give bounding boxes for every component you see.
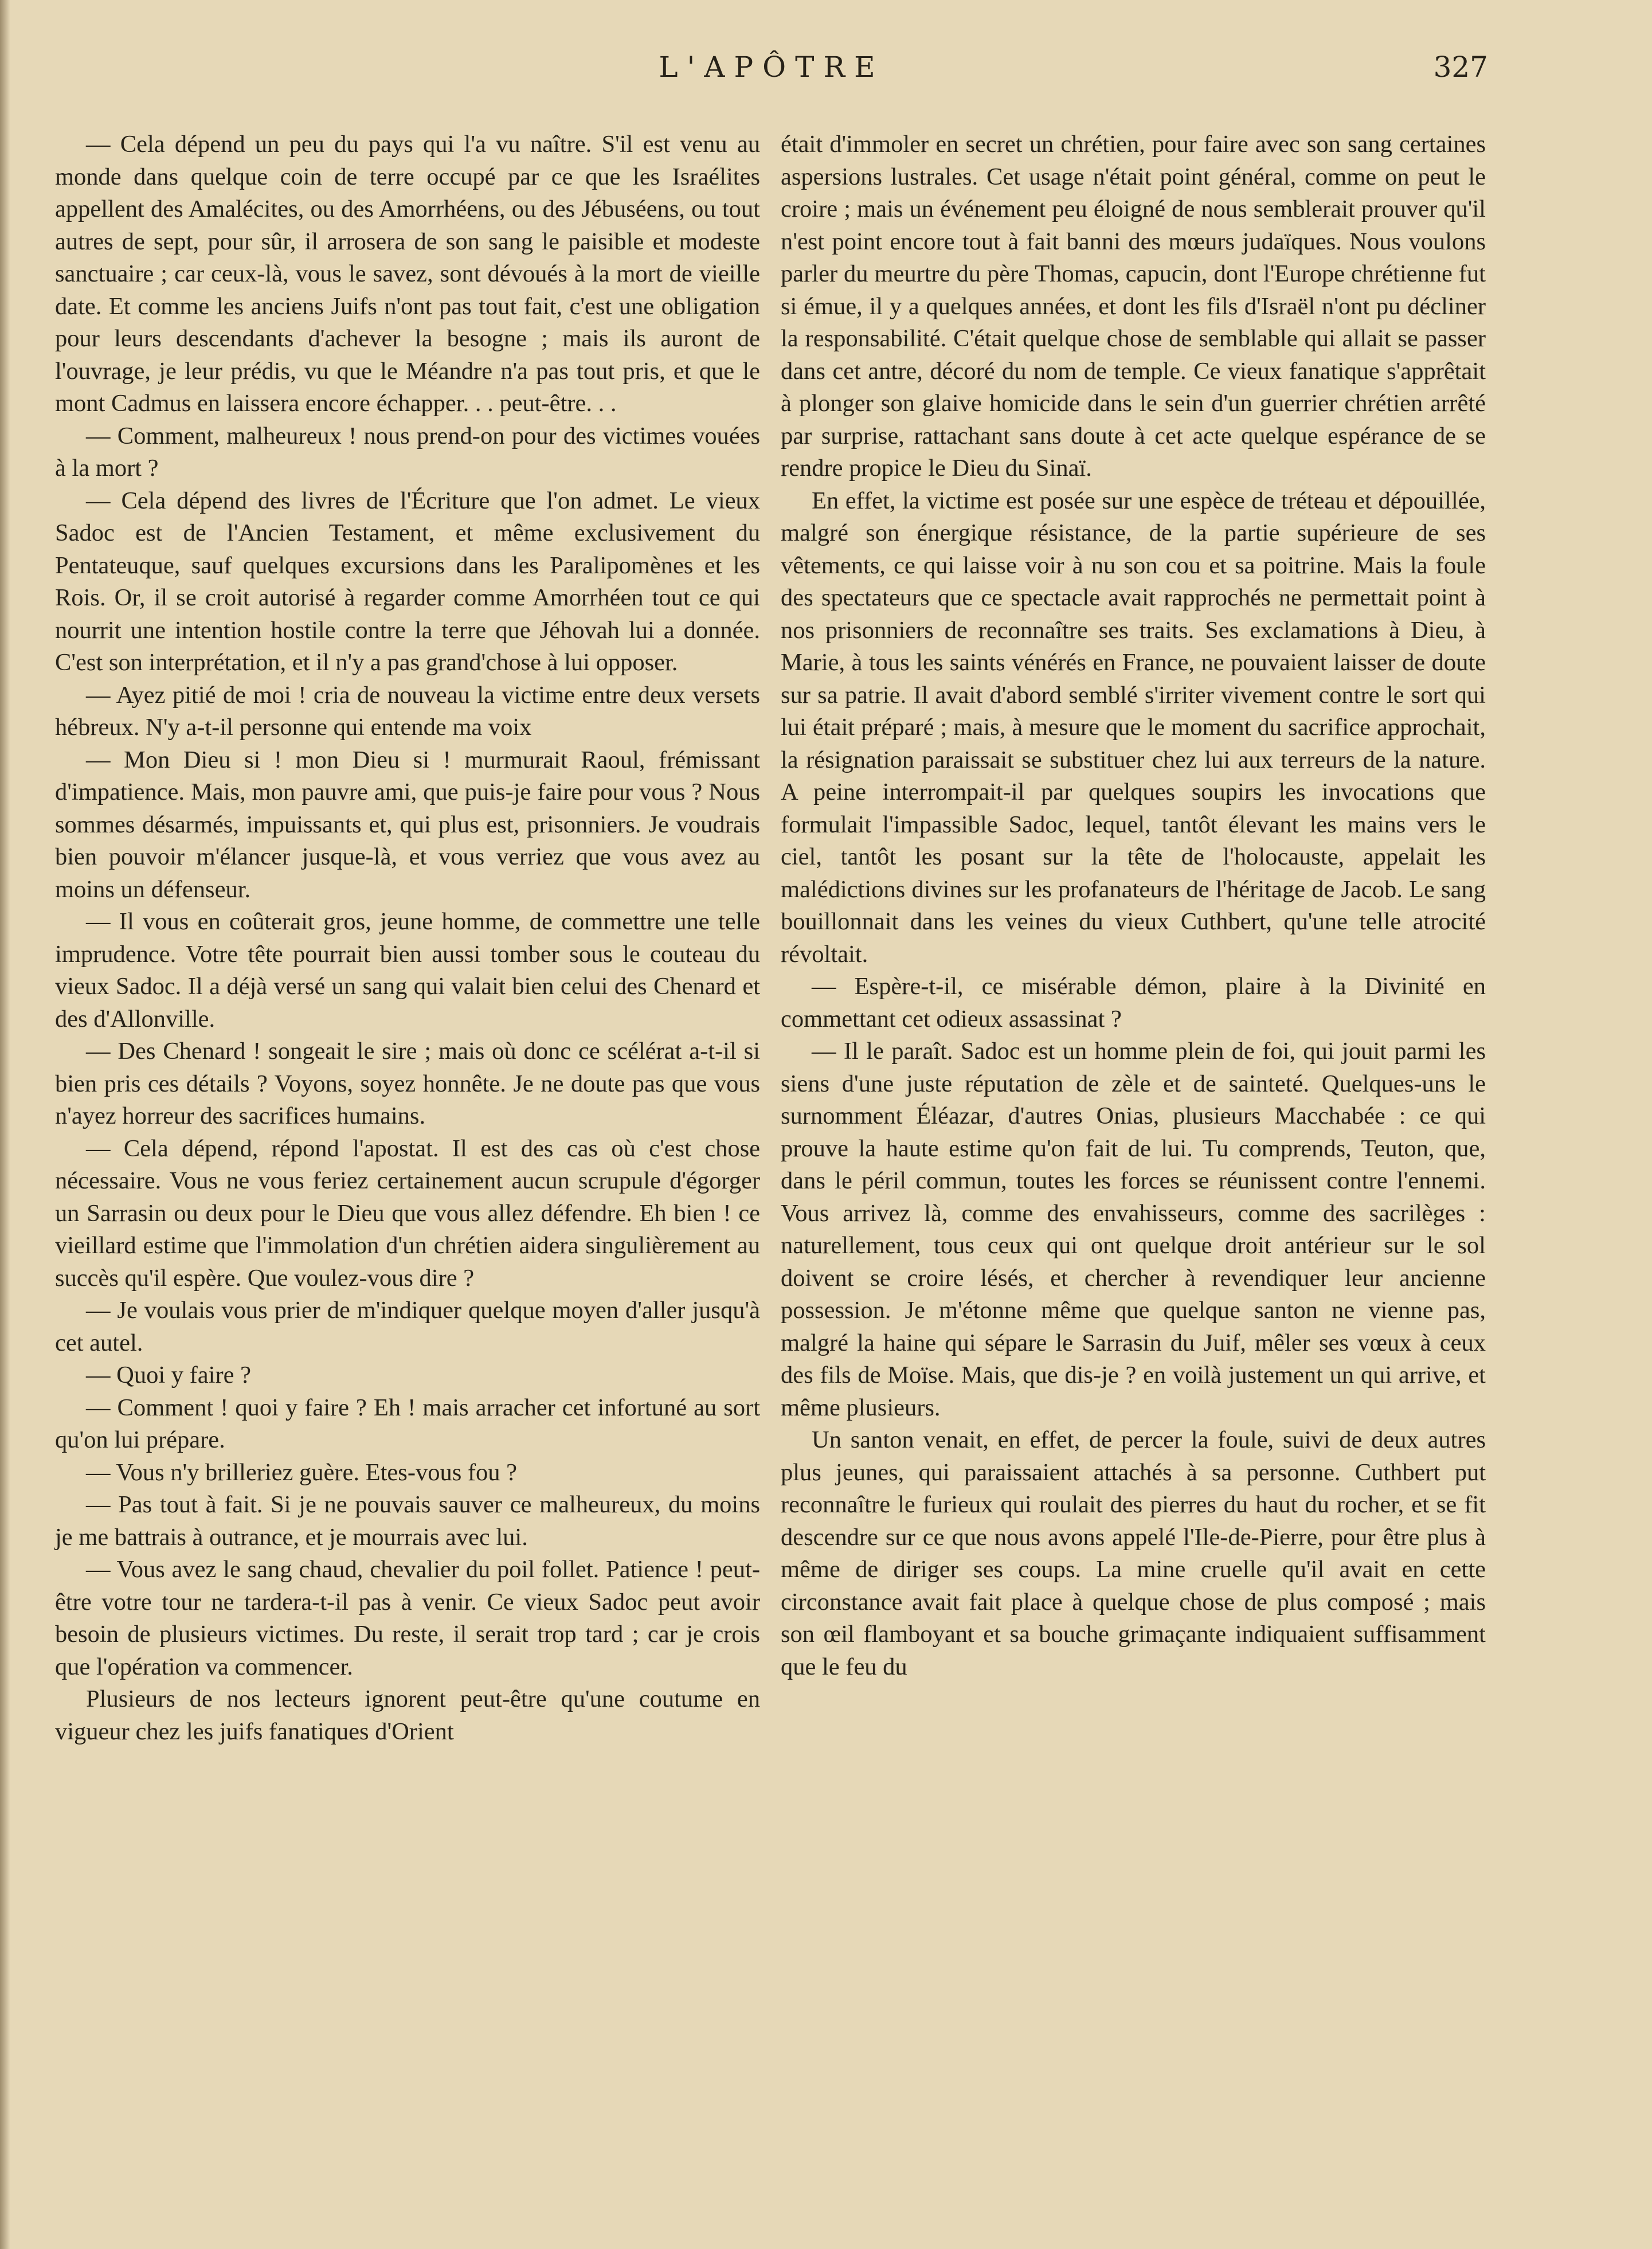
running-title: L'APÔTRE — [659, 50, 884, 84]
page-spine-shadow — [0, 0, 10, 2249]
paragraph: — Ayez pitié de moi ! cria de nouveau la victime entre deux versets hébreux. N'y a-t-il personne qui entende ma voix — [55, 681, 760, 741]
paragraph: — Comment ! quoi y faire ? Eh ! mais arracher cet infortuné au sort qu'on lui prépare. — [55, 1394, 760, 1453]
paragraph: — Je voulais vous prier de m'indiquer quelque moyen d'aller jusqu'à cet autel. — [55, 1297, 760, 1356]
left-column — [55, 128, 760, 1748]
page-number: 327 — [1433, 50, 1488, 84]
paragraph: était d'immoler en secret un chrétien, pour faire avec son sang certaines aspersions lustrales. Cet usage n'était point général, comme on peut le croire ; mais un événement peu éloigné de nous semblerait prouver qu'il n'est point encore tout à fait banni des mœurs judaïques. Nous voulons parler du meurtre du père Thomas, capucin, dont l'Europe chrétienne fut si émue, il y a quelques années, et dont les fils d'Israël n'ont pu décliner la responsabilité. C'était quelque chose de semblable qui allait se passer dans cet antre, décoré du nom de temple. Ce vieux fanatique s'apprêtait à plonger son glaive homicide dans le sein d'un guerrier chrétien arrêté par surprise, rattachant sans doute à cet acte quelque espérance de se rendre propice le Dieu du Sinaï. — [781, 131, 1486, 482]
paragraph: — Il vous en coûterait gros, jeune homme, de commettre une telle imprudence. Votre tête pourrait bien aussi tomber sous le couteau du vieux Sadoc. Il a déjà versé un sang qui valait bien celui des Chenard et des d'Allonville. — [55, 908, 760, 1032]
paragraph: Un santon venait, en effet, de percer la foule, suivi de deux autres plus jeunes, qui paraissaient attachés à sa personne. Cuthbert put reconnaître le furieux qui roulait des pierres du haut du rocher, et se fit descendre sur ce que nous avons appelé l'Ile-de-Pierre, pour être plus à même de diriger ses coups. La mine cruelle qu'il avait en cette circonstance avait fait place à quelque chose de plus composé ; mais son œil flamboyant et sa bouche grimaçante indiquaient suffisamment que le feu du — [781, 1426, 1486, 1680]
paragraph: — Des Chenard ! songeait le sire ; mais où donc ce scélérat a-t-il si bien pris ces détails ? Voyons, soyez honnête. Je ne doute pas que vous n'ayez horreur des sacrifices humains. — [55, 1038, 760, 1129]
paragraph: — Vous avez le sang chaud, chevalier du poil follet. Patience ! peut-être votre tour ne tardera-t-il pas à venir. Ce vieux Sadoc peut avoir besoin de plusieurs victimes. Du reste, il serait trop tard ; car je crois que l'opération va commencer. — [55, 1556, 760, 1680]
paragraph: — Mon Dieu si ! mon Dieu si ! murmurait Raoul, frémissant d'impatience. Mais, mon pauvre ami, que puis-je faire pour vous ? Nous sommes désarmés, impuissants et, qui plus est, prisonniers. Je voudrais bien pouvoir m'élancer jusque-là, et vous verriez que vous avez au moins un défenseur. — [55, 746, 760, 903]
right-column — [781, 128, 1486, 1683]
page-header — [55, 50, 1488, 91]
paragraph: — Espère-t-il, ce misérable démon, plaire à la Divinité en commettant cet odieux assassinat ? — [781, 973, 1486, 1032]
paragraph: — Il le paraît. Sadoc est un homme plein de foi, qui jouit parmi les siens d'une juste réputation de zèle et de sainteté. Quelques-uns le surnomment Éléazar, d'autres Onias, plusieurs Macchabée : ce qui prouve la haute estime qu'on fait de lui. Tu comprends, Teuton, que, dans le péril commun, toutes les forces se réunissent contre l'ennemi. Vous arrivez là, comme des envahisseurs, comme des sacrilèges : naturellement, tous ceux qui ont quelque droit antérieur sur le sol doivent se croire lésés, et chercher à revendiquer leur ancienne possession. Je m'étonne même que quelque santon ne vienne pas, malgré la haine qui sépare le Sarrasin du Juif, mêler ses vœux à ceux des fils de Moïse. Mais, que dis-je ? en voilà justement un qui arrive, et même plusieurs. — [781, 1038, 1486, 1421]
paragraph: — Pas tout à fait. Si je ne pouvais sauver ce malheureux, du moins je me battrais à outrance, et je mourrais avec lui. — [55, 1491, 760, 1551]
paragraph: Plusieurs de nos lecteurs ignorent peut-être qu'une coutume en vigueur chez les juifs fanatiques d'Orient — [55, 1685, 760, 1745]
paragraph: — Cela dépend, répond l'apostat. Il est des cas où c'est chose nécessaire. Vous ne vous feriez certainement aucun scrupule d'égorger un Sarrasin ou deux pour le Dieu que vous allez défendre. Eh bien ! ce vieillard estime que l'immolation d'un chrétien aidera singulièrement au succès qu'il espère. Que voulez-vous dire ? — [55, 1135, 760, 1292]
paragraph: — Vous n'y brilleriez guère. Etes-vous fou ? — [86, 1458, 518, 1486]
paragraph: — Cela dépend un peu du pays qui l'a vu naître. S'il est venu au monde dans quelque coin de terre occupé par ce que les Israélites appellent des Amalécites, ou des Amorrhéens, ou des Jébuséens, ou tout autres de sept, pour sûr, il arrosera de son sang le paisible et modeste sanctuaire ; car ceux-là, vous le savez, sont dévoués à la mort de vieille date. Et comme les anciens Juifs n'ont pas tout fait, c'est une obligation pour leurs descendants d'achever la besogne ; mais ils auront de l'ouvrage, je leur prédis, vu que le Méandre n'a pas tout pris, et que le mont Cadmus en laissera encore échapper. . . peut-être. . . — [55, 131, 760, 417]
paragraph: — Quoi y faire ? — [86, 1362, 251, 1388]
paragraph: — Cela dépend des livres de l'Écriture que l'on admet. Le vieux Sadoc est de l'Ancien Testament, et même exclusivement du Pentateuque, sauf quelques excursions dans les Paralipomènes et les Rois. Or, il se croit autorisé à regarder comme Amorrhéen tout ce qui nourrit une intention hostile contre la terre que Jéhovah lui a donnée. C'est son interprétation, et il n'y a pas grand'chose à lui opposer. — [55, 487, 760, 676]
paragraph: En effet, la victime est posée sur une espèce de tréteau et dépouillée, malgré son énergique résistance, de la partie supérieure de ses vêtements, ce qui laisse voir à nu son cou et sa poitrine. Mais la foule des spectateurs que ce spectacle avait rapprochés ne permettait point à nos prisonniers de reconnaître ses traits. Ses exclamations à Dieu, à Marie, à tous les saints vénérés en France, ne pouvaient laisser de doute sur sa patrie. Il avait d'abord semblé s'irriter vivement contre le sort qui lui était préparé ; mais, à mesure que le moment du sacrifice approchait, la résignation paraissait se substituer chez lui aux terreurs de la nature. A peine interrompait-il par quelques soupirs les invocations que formulait l'impassible Sadoc, lequel, tantôt élevant les mains vers le ciel, tantôt les posant sur la tête de l'holocauste, appelait les malédictions divines sur les profanateurs de l'héritage de Jacob. Le sang bouillonnait dans les veines du vieux Cuthbert, qu'une telle atrocité révoltait. — [781, 487, 1486, 968]
paragraph: — Comment, malheureux ! nous prend-on pour des victimes vouées à la mort ? — [55, 422, 760, 482]
